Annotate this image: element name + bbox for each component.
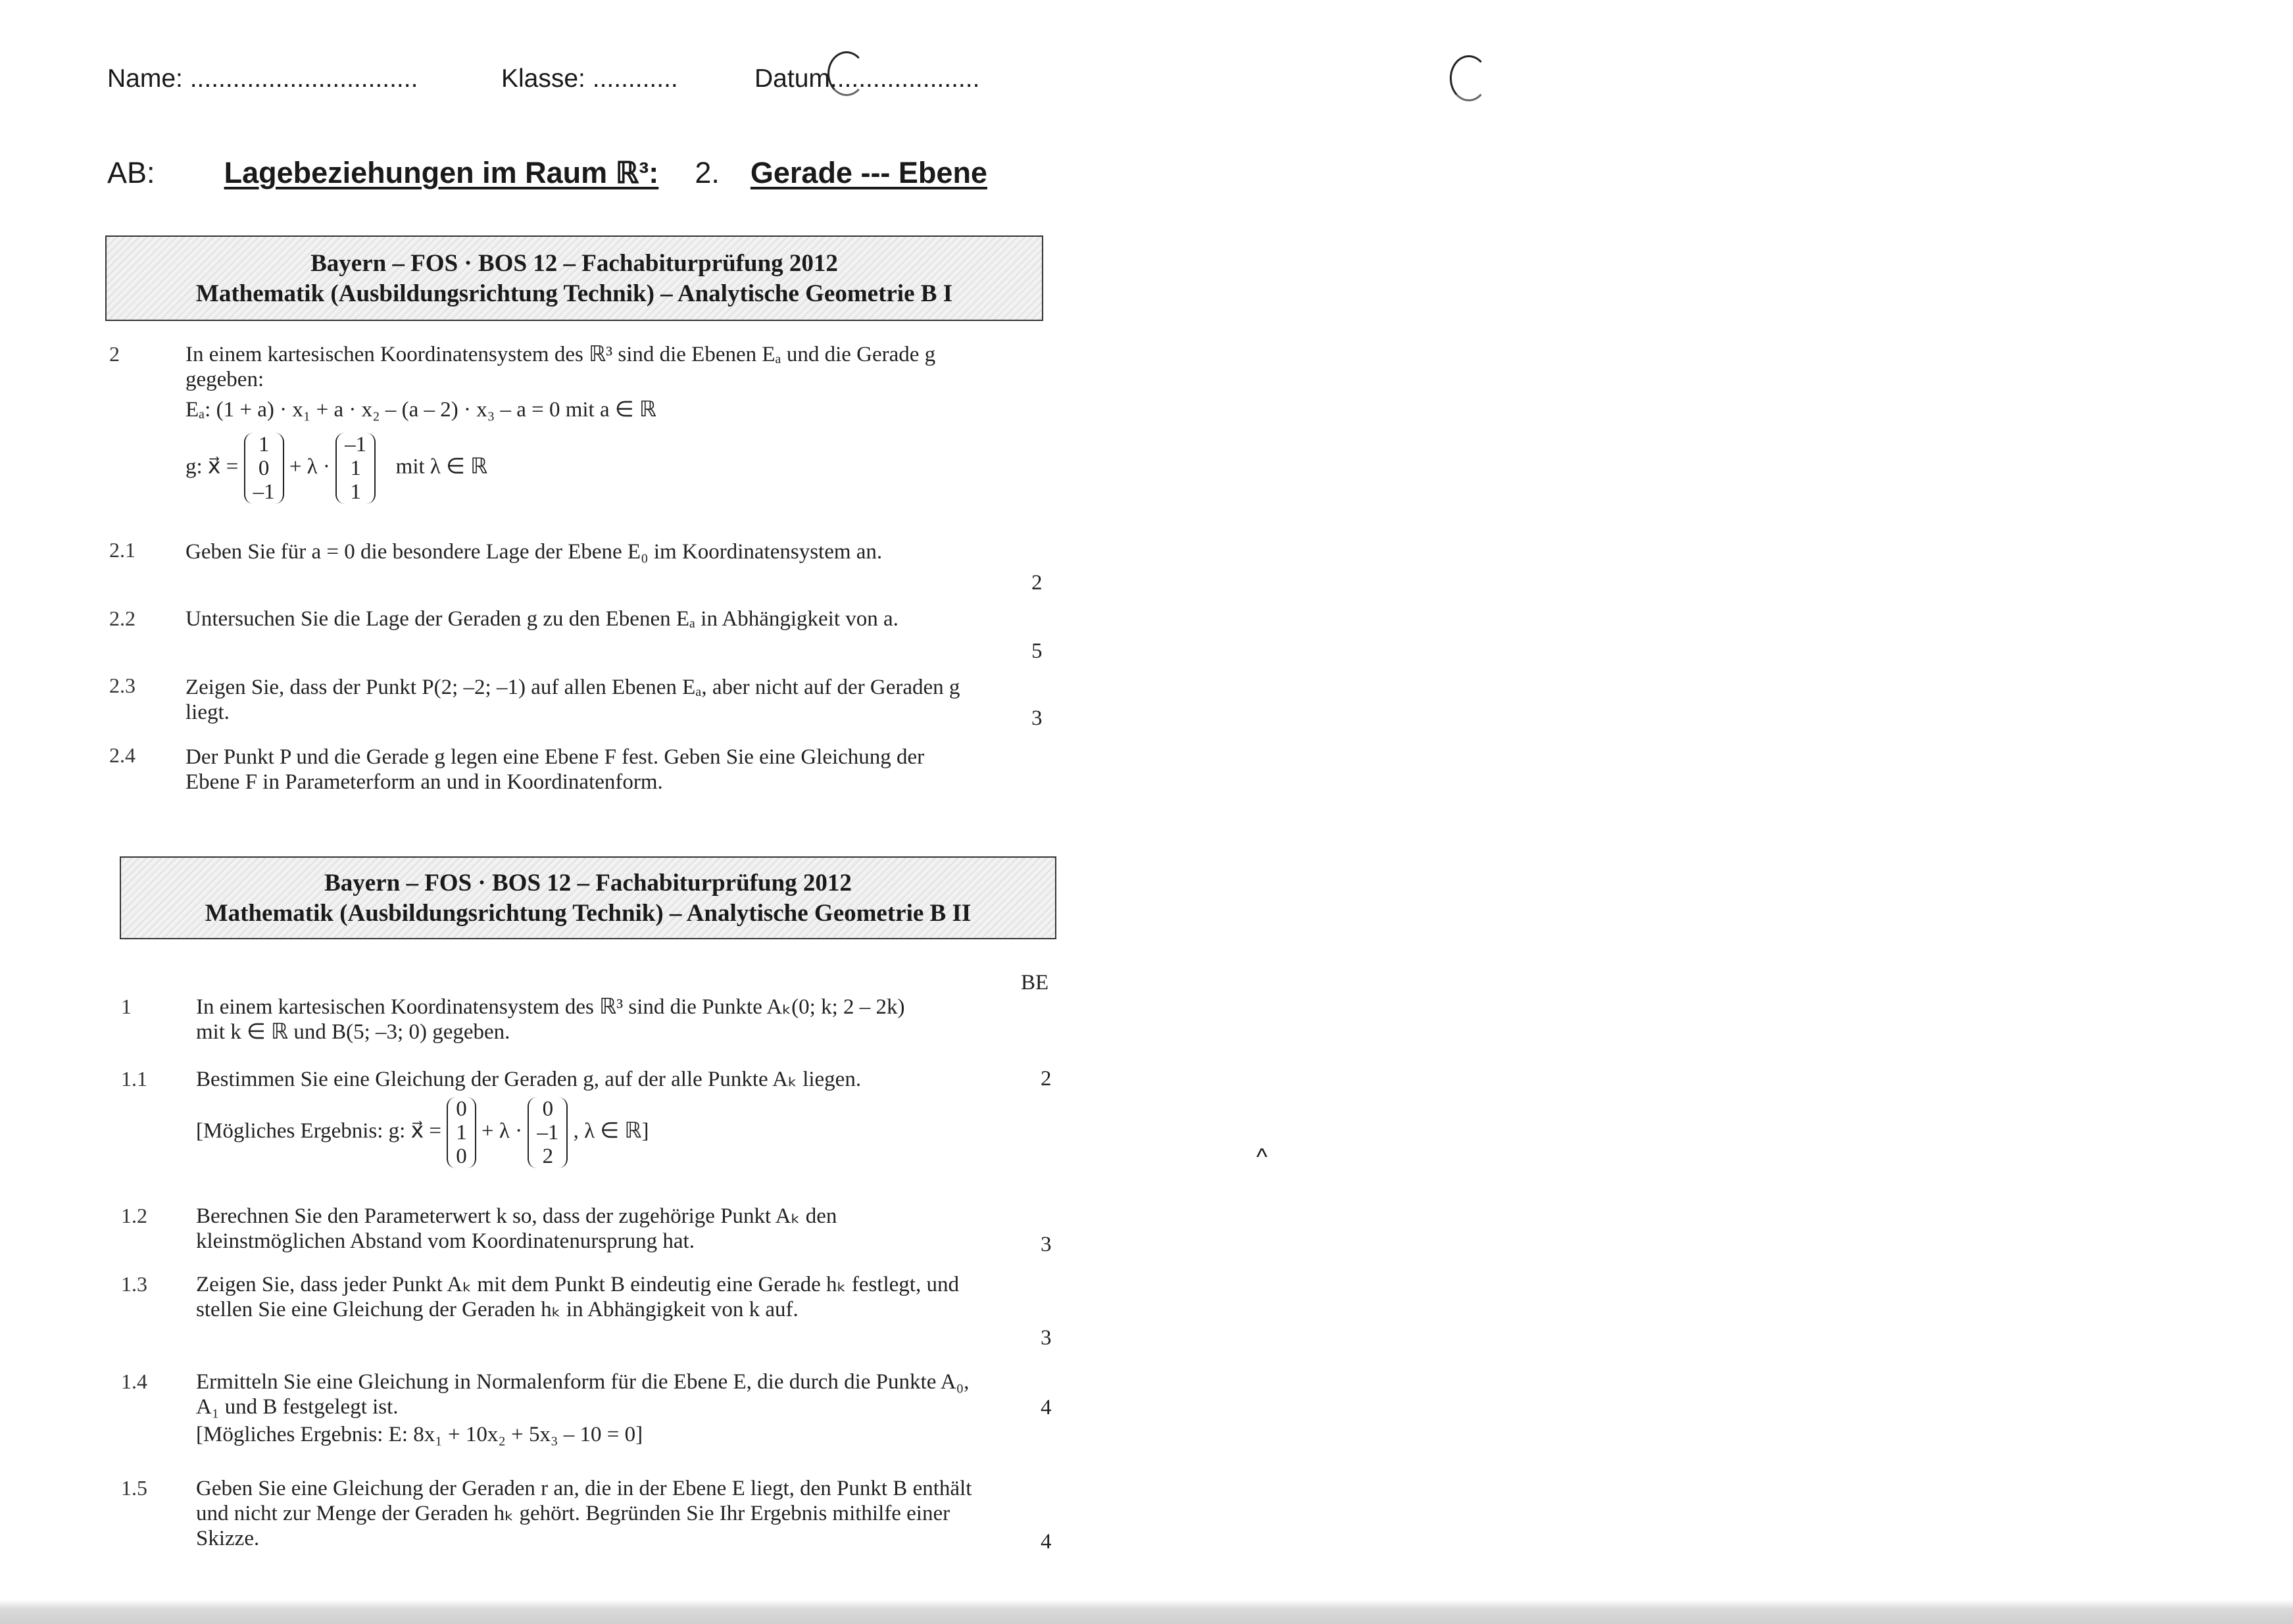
title-number: 2. xyxy=(695,156,720,189)
task-number: 1.4 xyxy=(121,1369,147,1393)
vector-entry: 0 xyxy=(542,1097,554,1121)
task-text: Ermitteln Sie eine Gleichung in Normalenform für die Ebene E, die durch die Punkte A₀, A₁ und B festgelegt ist. xyxy=(196,1370,970,1419)
points-value: 2 xyxy=(1031,571,1043,595)
plus-lambda: + λ · xyxy=(481,1119,523,1143)
name-field: Name: ................................ xyxy=(107,64,418,93)
scan-edge xyxy=(0,1600,2293,1624)
result-plane-equation: [Mögliches Ergebnis: E: 8x₁ + 10x₂ + 5x₃ – 10 = 0] xyxy=(196,1423,643,1446)
task-text: In einem kartesischen Koordinatensystem des ℝ³ sind die Punkte Aₖ(0; k; 2 – 2k) mit k ∈ ℝ und B(5; –3; 0) gegeben. xyxy=(196,995,905,1044)
task-text: Geben Sie eine Gleichung der Geraden r an, die in der Ebene E liegt, den Punkt B enthält und nicht zur Menge der Geraden hₖ gehört. Begründen Sie Ihr Ergebnis mithilfe einer Skizze. xyxy=(196,1477,972,1550)
vector-entry: 0 xyxy=(456,1097,467,1121)
task-number: 1 xyxy=(121,995,132,1018)
task-number: 2 xyxy=(109,342,120,366)
vector-entry: 0 xyxy=(258,456,270,480)
title-subtopic: Gerade --- Ebene xyxy=(750,156,987,189)
points-value: 4 xyxy=(1041,1396,1052,1419)
task-number: 1.5 xyxy=(121,1476,147,1500)
task-number: 2.1 xyxy=(109,538,136,562)
task-text: Zeigen Sie, dass der Punkt P(2; –2; –1) auf allen Ebenen Eₐ, aber nicht auf der Geraden g liegt. xyxy=(185,676,960,724)
result-suffix: , λ ∈ ℝ] xyxy=(573,1119,649,1143)
line-eq-suffix: mit λ ∈ ℝ xyxy=(395,455,488,479)
task-text: In einem kartesischen Koordinatensystem des ℝ³ sind die Ebenen Eₐ und die Gerade g gegeben: xyxy=(185,343,936,391)
exam-header-line1: Bayern – FOS · BOS 12 – Fachabiturprüfung 2012 xyxy=(310,250,838,277)
task-text: Bestimmen Sie eine Gleichung der Geraden g, auf der alle Punkte Aₖ liegen. xyxy=(196,1068,862,1091)
result-prefix: [Mögliches Ergebnis: g: x⃗ = xyxy=(196,1119,441,1143)
be-label: BE xyxy=(1021,971,1049,995)
vector-entry: –1 xyxy=(537,1121,559,1144)
stray-mark: ^ xyxy=(1256,1143,1268,1170)
line-equation xyxy=(185,433,487,504)
points-value: 2 xyxy=(1041,1067,1052,1091)
exam-header-line2: Mathematik (Ausbildungsrichtung Technik) – Analytische Geometrie B I xyxy=(195,280,953,307)
vector-direction xyxy=(335,433,376,504)
page-title xyxy=(107,155,987,190)
exam-header-box-2 xyxy=(120,856,1056,939)
hole-punch-mark xyxy=(1450,55,1488,101)
points-value: 3 xyxy=(1041,1233,1052,1256)
class-field: Klasse: ............ xyxy=(501,64,678,93)
line-eq-prefix: g: x⃗ = xyxy=(185,455,239,479)
task-number: 2.3 xyxy=(109,674,136,697)
task-number: 1.2 xyxy=(121,1204,147,1227)
date-field xyxy=(754,64,979,93)
vector-support xyxy=(244,433,284,504)
vector-support xyxy=(447,1097,476,1168)
plane-equation: Eₐ: (1 + a) · x₁ + a · x₂ – (a – 2) · x₃ – a = 0 mit a ∈ ℝ xyxy=(185,398,656,422)
task-text: Geben Sie für a = 0 die besondere Lage der Ebene E₀ im Koordinatensystem an. xyxy=(185,540,883,564)
vector-entry: 0 xyxy=(456,1144,467,1168)
vector-entry: 1 xyxy=(258,433,270,456)
vector-entry: 1 xyxy=(456,1121,467,1144)
task-text: Berechnen Sie den Parameterwert k so, dass der zugehörige Punkt Aₖ den kleinstmöglichen Abstand vom Koordinatenursprung hat. xyxy=(196,1204,837,1253)
task-number: 1.1 xyxy=(121,1067,147,1091)
exam-header-box-1 xyxy=(105,235,1043,321)
points-value: 5 xyxy=(1031,639,1043,663)
vector-direction xyxy=(528,1097,568,1168)
task-text: Zeigen Sie, dass jeder Punkt Aₖ mit dem Punkt B eindeutig eine Gerade hₖ festlegt, und stellen Sie eine Gleichung der Geraden hₖ in Abhängigkeit von k auf. xyxy=(196,1273,959,1321)
task-number: 2.2 xyxy=(109,606,136,630)
hole-punch-mark xyxy=(827,51,866,96)
task-text: Untersuchen Sie die Lage der Geraden g zu den Ebenen Eₐ in Abhängigkeit von a. xyxy=(185,607,899,631)
vector-entry: –1 xyxy=(253,480,275,504)
plus-lambda: + λ · xyxy=(289,455,330,479)
title-topic: Lagebeziehungen im Raum ℝ³: xyxy=(224,156,659,189)
exam-header-line1: Bayern – FOS · BOS 12 – Fachabiturprüfung 2012 xyxy=(324,870,852,897)
vector-entry: –1 xyxy=(345,433,367,456)
points-value: 3 xyxy=(1031,706,1043,730)
task-number: 1.3 xyxy=(121,1272,147,1296)
title-prefix: AB: xyxy=(107,156,155,189)
points-value: 3 xyxy=(1041,1326,1052,1350)
date-dots: ..................... xyxy=(829,64,980,93)
exam-header-line2: Mathematik (Ausbildungsrichtung Technik) – Analytische Geometrie B II xyxy=(205,900,972,927)
result-line-equation xyxy=(196,1097,649,1168)
points-value: 4 xyxy=(1041,1530,1052,1554)
task-text: Der Punkt P und die Gerade g legen eine Ebene F fest. Geben Sie eine Gleichung der Ebene F in Parameterform an und in Koordinatenform. xyxy=(185,745,925,794)
vector-entry: 1 xyxy=(350,456,361,480)
date-label: Datum xyxy=(754,64,830,93)
vector-entry: 2 xyxy=(542,1144,554,1168)
vector-entry: 1 xyxy=(350,480,361,504)
task-number: 2.4 xyxy=(109,743,136,767)
